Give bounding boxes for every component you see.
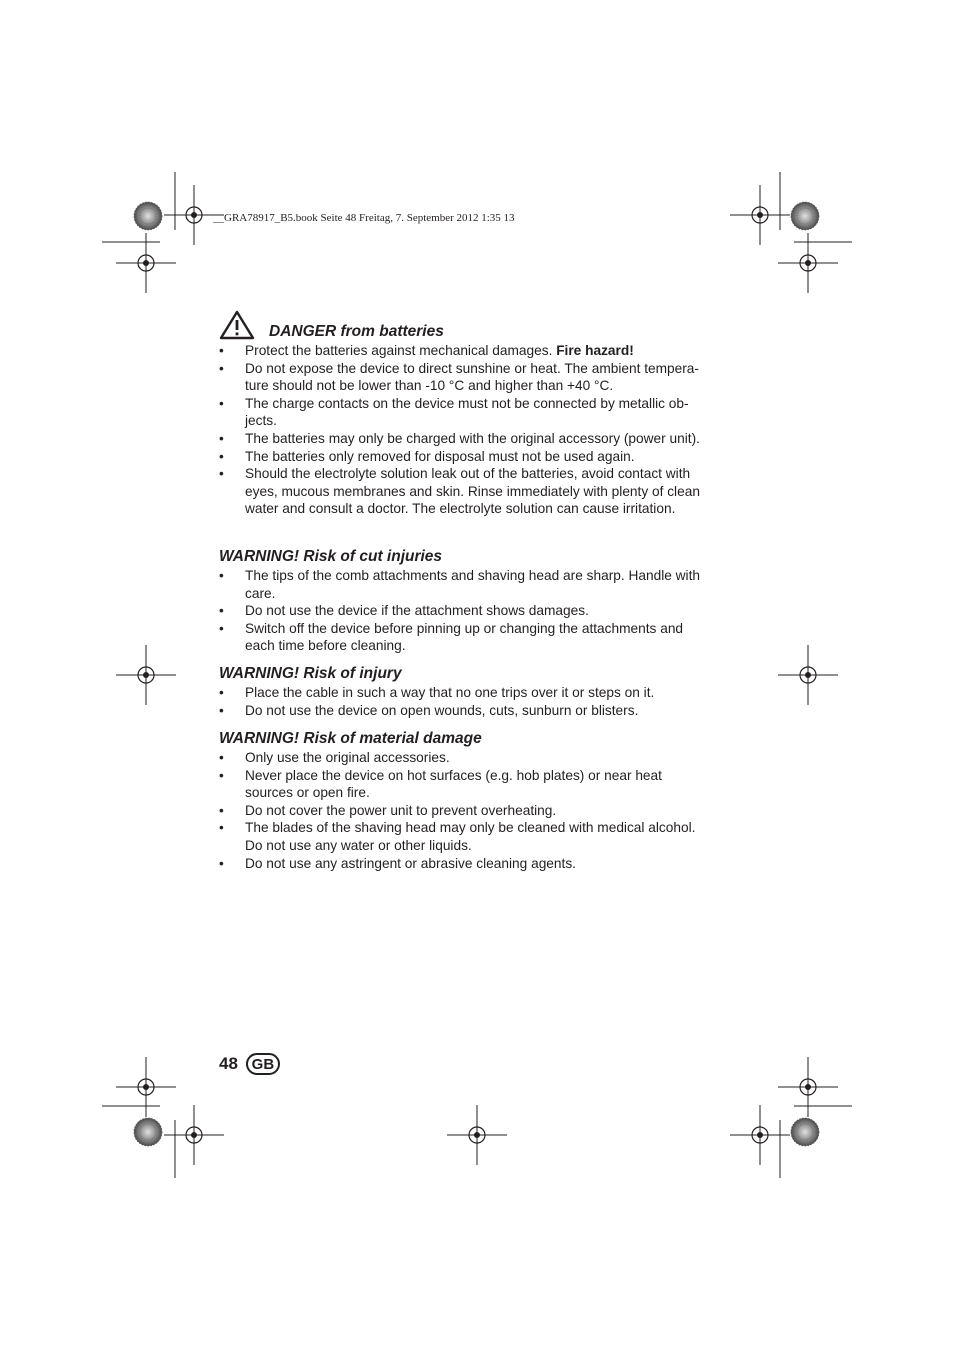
bullet-list (219, 342, 709, 518)
section-title: WARNING! Risk of cut injuries (219, 548, 443, 565)
bullet-list (219, 749, 709, 872)
print-header: __GRA78917_B5.book Seite 48 Freitag, 7. September 2012 1:35 13 (213, 212, 515, 224)
section-danger-batteries (219, 310, 709, 518)
list-item: • The batteries only removed for disposal must not be used again. (219, 448, 709, 466)
section-cut-injuries (219, 547, 709, 655)
list-item: • The batteries may only be charged with the original accessory (power unit). (219, 430, 709, 448)
bullet-list (219, 567, 709, 655)
list-item: • Never place the device on hot surfaces (e.g. hob plates) or near heat sources or open fire. (219, 767, 709, 802)
list-item: • Only use the original accessories. (219, 749, 709, 767)
page-footer (219, 1053, 280, 1075)
warning-triangle-icon (219, 310, 255, 340)
section-injury (219, 664, 709, 719)
list-item: • The blades of the shaving head may only be cleaned with medical alcohol. Do not use any water or other liquids. (219, 819, 709, 854)
list-item: • Do not use the device if the attachment shows damages. (219, 602, 709, 620)
list-item: • Place the cable in such a way that no one trips over it or steps on it. (219, 684, 709, 702)
list-item: • Should the electrolyte solution leak out of the batteries, avoid contact with eyes, mucous membranes and skin. Rinse immediately with plenty of clean water and consult a doctor. The electrolyte solution can cause irritation. (219, 465, 709, 518)
section-material-damage (219, 729, 709, 872)
list-item: • Do not cover the power unit to prevent overheating. (219, 802, 709, 820)
bullet-list (219, 684, 709, 719)
list-item: • The charge contacts on the device must not be connected by metallic ob- jects. (219, 395, 709, 430)
section-heading-row (219, 310, 709, 340)
list-item: • Do not expose the device to direct sunshine or heat. The ambient tempera- ture should not be lower than -10 °C and higher than +40 °C. (219, 360, 709, 395)
section-title: WARNING! Risk of material damage (219, 730, 482, 747)
list-item: • Do not use any astringent or abrasive cleaning agents. (219, 855, 709, 873)
section-title: WARNING! Risk of injury (219, 665, 402, 682)
list-item: • Protect the batteries against mechanical damages. Fire hazard! (219, 342, 709, 360)
list-item: • Switch off the device before pinning up or changing the attachments and each time before cleaning. (219, 620, 709, 655)
page-number: 48 (219, 1054, 238, 1073)
hazard-note: Fire hazard! (556, 343, 634, 358)
list-item: • The tips of the comb attachments and shaving head are sharp. Handle with care. (219, 567, 709, 602)
list-item: • Do not use the device on open wounds, cuts, sunburn or blisters. (219, 702, 709, 720)
country-badge: GB (246, 1053, 280, 1075)
section-title: DANGER from batteries (269, 323, 444, 340)
